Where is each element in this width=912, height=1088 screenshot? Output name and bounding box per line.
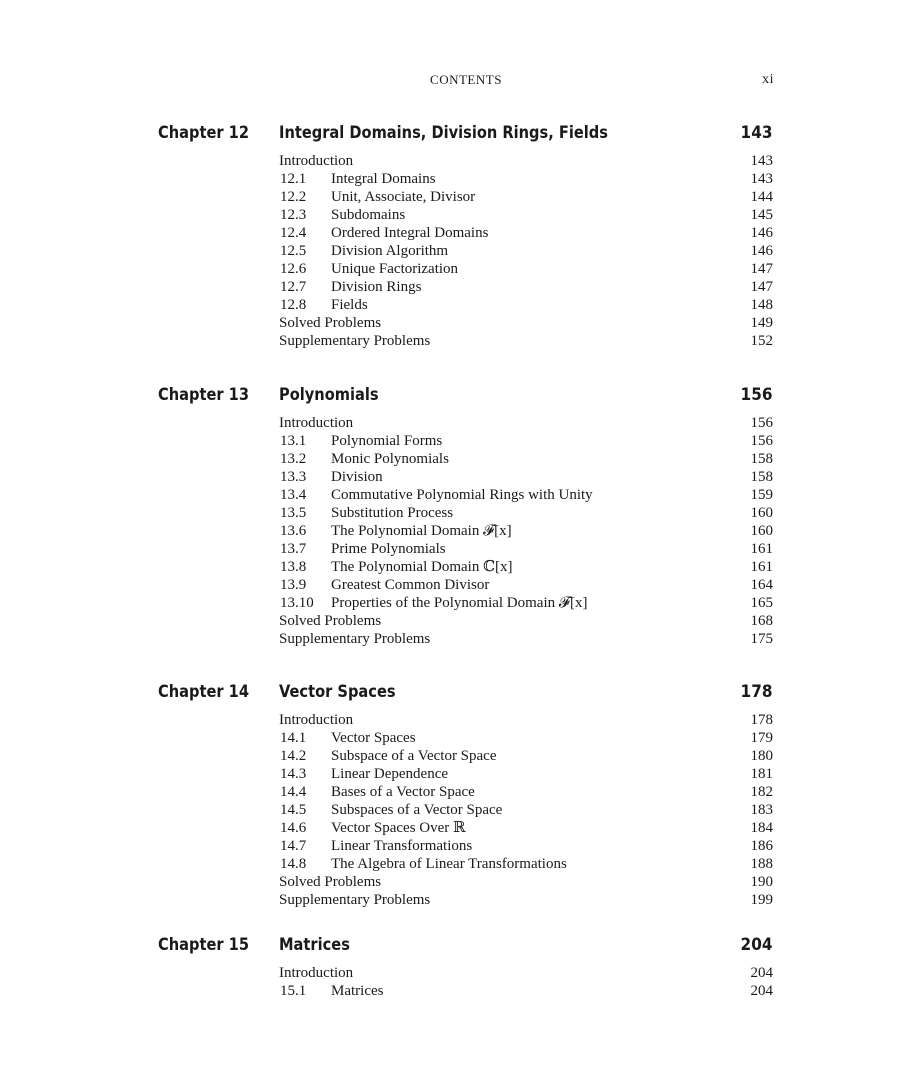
toc-entry	[0, 278, 912, 296]
toc-entry	[0, 594, 912, 612]
chapter-title: Vector Spaces	[279, 682, 396, 702]
section-number: 12.4	[280, 225, 307, 241]
toc-entry	[0, 314, 912, 332]
section-title: Commutative Polynomial Rings with Unity	[331, 487, 593, 503]
section-title: The Algebra of Linear Transformations	[331, 856, 567, 872]
entry-page-number: 179	[750, 730, 773, 746]
section-title: Unique Factorization	[331, 261, 459, 277]
entry-page-number: 146	[750, 243, 773, 259]
toc-entry	[0, 224, 912, 242]
toc-entry	[0, 332, 912, 350]
toc-entry	[0, 450, 912, 468]
entry-page-number: 204	[750, 965, 773, 981]
section-title: Integral Domains	[331, 171, 436, 187]
chapter-section	[0, 682, 912, 909]
entry-page-number: 188	[750, 856, 773, 872]
chapter-title: Integral Domains, Division Rings, Fields	[279, 123, 608, 143]
entry-page-number: 147	[750, 261, 773, 277]
entry-page-number: 184	[750, 820, 773, 836]
section-title: The Polynomial Domain 𝓕[x]	[331, 523, 512, 539]
section-title: Bases of a Vector Space	[331, 784, 475, 800]
entry-title: Solved Problems	[279, 874, 382, 890]
entry-page-number: 156	[750, 433, 773, 449]
chapter-title: Matrices	[279, 935, 350, 955]
section-number: 13.6	[280, 523, 307, 539]
toc-entry	[0, 982, 912, 1000]
section-title: Greatest Common Divisor	[331, 577, 490, 593]
toc-entry	[0, 873, 912, 891]
entry-page-number: 181	[750, 766, 773, 782]
toc-entry-list	[0, 964, 912, 1000]
toc-entry	[0, 855, 912, 873]
section-number: 14.6	[280, 820, 307, 836]
section-number: 14.2	[280, 748, 307, 764]
section-number: 12.7	[280, 279, 307, 295]
section-title: Unit, Associate, Divisor	[331, 189, 476, 205]
toc-entry	[0, 188, 912, 206]
chapter-label: Chapter 12	[158, 123, 250, 143]
section-number: 14.3	[280, 766, 307, 782]
entry-page-number: 199	[750, 892, 773, 908]
toc-entry	[0, 152, 912, 170]
entry-title: Supplementary Problems	[279, 631, 431, 647]
section-title: Subdomains	[331, 207, 406, 223]
toc-entry	[0, 504, 912, 522]
entry-title: Introduction	[279, 153, 354, 169]
running-head	[158, 72, 774, 92]
toc-entry	[0, 801, 912, 819]
section-number: 13.7	[280, 541, 307, 557]
toc-entry	[0, 964, 912, 982]
section-title: Prime Polynomials	[331, 541, 446, 557]
toc-entry	[0, 522, 912, 540]
toc-entry	[0, 242, 912, 260]
section-number: 14.5	[280, 802, 307, 818]
chapter-label: Chapter 13	[158, 385, 250, 405]
entry-page-number: 161	[750, 559, 773, 575]
entry-page-number: 165	[750, 595, 773, 611]
section-title: Substitution Process	[331, 505, 454, 521]
toc-entry	[0, 468, 912, 486]
entry-page-number: 180	[750, 748, 773, 764]
section-number: 12.8	[280, 297, 307, 313]
section-title: The Polynomial Domain ℂ[x]	[331, 559, 513, 575]
chapter-page-number: 143	[740, 123, 772, 143]
section-number: 13.8	[280, 559, 307, 575]
section-number: 13.1	[280, 433, 307, 449]
section-number: 12.1	[280, 171, 307, 187]
section-number: 12.3	[280, 207, 307, 223]
toc-entry	[0, 432, 912, 450]
section-number: 12.6	[280, 261, 307, 277]
entry-page-number: 186	[750, 838, 773, 854]
toc-entry	[0, 260, 912, 278]
entry-page-number: 190	[750, 874, 773, 890]
section-title: Ordered Integral Domains	[331, 225, 489, 241]
toc-entry	[0, 837, 912, 855]
section-number: 13.2	[280, 451, 307, 467]
entry-page-number: 148	[750, 297, 773, 313]
entry-title: Supplementary Problems	[279, 892, 431, 908]
toc-entry	[0, 630, 912, 648]
chapter-label: Chapter 14	[158, 682, 250, 702]
entry-page-number: 144	[750, 189, 773, 205]
entry-page-number: 158	[750, 469, 773, 485]
entry-title: Solved Problems	[279, 613, 382, 629]
section-number: 13.9	[280, 577, 307, 593]
entry-page-number: 160	[750, 505, 773, 521]
toc-entry-list	[0, 711, 912, 909]
section-title: Vector Spaces Over ℝ	[331, 820, 466, 836]
running-head-title: CONTENTS	[430, 72, 502, 87]
entry-page-number: 146	[750, 225, 773, 241]
toc-entry	[0, 747, 912, 765]
entry-page-number: 178	[750, 712, 773, 728]
entry-page-number: 161	[750, 541, 773, 557]
entry-page-number: 182	[750, 784, 773, 800]
toc-entry	[0, 729, 912, 747]
entry-page-number: 168	[750, 613, 773, 629]
section-number: 13.5	[280, 505, 307, 521]
chapter-heading	[0, 935, 912, 961]
entry-page-number: 152	[750, 333, 773, 349]
toc-entry	[0, 711, 912, 729]
section-title: Division Algorithm	[331, 243, 449, 259]
section-number: 13.4	[280, 487, 307, 503]
chapter-page-number: 204	[740, 935, 772, 955]
entry-page-number: 183	[750, 802, 773, 818]
entry-title: Introduction	[279, 965, 354, 981]
chapter-section	[0, 123, 912, 350]
toc-entry	[0, 296, 912, 314]
entry-title: Solved Problems	[279, 315, 382, 331]
section-number: 14.4	[280, 784, 307, 800]
toc-entry	[0, 558, 912, 576]
section-number: 14.7	[280, 838, 307, 854]
entry-title: Introduction	[279, 415, 354, 431]
toc-entry	[0, 414, 912, 432]
toc-entry	[0, 891, 912, 909]
toc-entry	[0, 576, 912, 594]
section-title: Vector Spaces	[331, 730, 416, 746]
section-title: Division Rings	[331, 279, 422, 295]
toc-entry	[0, 783, 912, 801]
section-title: Monic Polynomials	[331, 451, 449, 467]
section-title: Linear Transformations	[331, 838, 473, 854]
entry-page-number: 156	[750, 415, 773, 431]
entry-page-number: 149	[750, 315, 773, 331]
section-number: 13.10	[280, 595, 314, 611]
entry-page-number: 158	[750, 451, 773, 467]
entry-page-number: 143	[750, 153, 773, 169]
chapter-page-number: 178	[740, 682, 772, 702]
chapter-heading	[0, 385, 912, 411]
chapter-heading	[0, 682, 912, 708]
chapter-section	[0, 385, 912, 648]
entry-page-number: 147	[750, 279, 773, 295]
entry-page-number: 204	[750, 983, 773, 999]
section-number: 15.1	[280, 983, 307, 999]
toc-entry	[0, 170, 912, 188]
toc-entry	[0, 819, 912, 837]
entry-page-number: 164	[750, 577, 773, 593]
entry-title: Supplementary Problems	[279, 333, 431, 349]
toc-entry-list	[0, 152, 912, 350]
entry-page-number: 159	[750, 487, 773, 503]
toc-entry	[0, 206, 912, 224]
section-title: Subspaces of a Vector Space	[331, 802, 503, 818]
toc-entry	[0, 612, 912, 630]
toc-entry	[0, 540, 912, 558]
section-number: 14.1	[280, 730, 307, 746]
chapter-label: Chapter 15	[158, 935, 250, 955]
toc-entry	[0, 486, 912, 504]
section-title: Subspace of a Vector Space	[331, 748, 497, 764]
section-number: 12.2	[280, 189, 307, 205]
section-title: Linear Dependence	[331, 766, 449, 782]
chapter-page-number: 156	[740, 385, 772, 405]
entry-page-number: 145	[750, 207, 773, 223]
chapter-title: Polynomials	[279, 385, 379, 405]
section-title: Division	[331, 469, 383, 485]
section-number: 13.3	[280, 469, 307, 485]
toc-entry-list	[0, 414, 912, 648]
section-title: Polynomial Forms	[331, 433, 443, 449]
entry-page-number: 143	[750, 171, 773, 187]
entry-title: Introduction	[279, 712, 354, 728]
section-title: Fields	[331, 297, 368, 313]
entry-page-number: 175	[750, 631, 773, 647]
chapter-heading	[0, 123, 912, 149]
section-number: 14.8	[280, 856, 307, 872]
toc-entry	[0, 765, 912, 783]
section-title: Properties of the Polynomial Domain 𝓕[x]	[331, 595, 588, 611]
chapter-section	[0, 935, 912, 1000]
section-title: Matrices	[331, 983, 384, 999]
page-number: xi	[762, 72, 774, 87]
entry-page-number: 160	[750, 523, 773, 539]
section-number: 12.5	[280, 243, 307, 259]
